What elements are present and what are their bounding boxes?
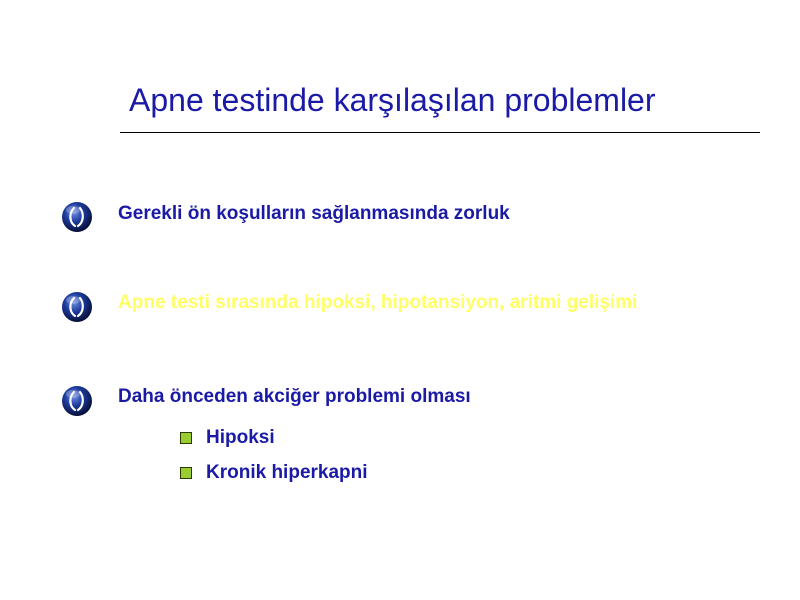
sub-item-text-1: Hipoksi [206, 427, 275, 448]
blue-swirl-orb-icon [60, 290, 94, 324]
sub-item-2 [180, 462, 368, 484]
bullet-2 [60, 290, 94, 324]
blue-swirl-orb-icon [60, 200, 94, 234]
green-square-icon [180, 432, 192, 444]
sub-item-1 [180, 427, 275, 449]
title-divider [120, 132, 760, 133]
bullet-text-2: Apne testi sırasında hipoksi, hipotansiyon, aritmi gelişimi [118, 292, 638, 313]
bullet-text-1: Gerekli ön koşulların sağlanmasında zorluk [118, 203, 510, 224]
bullet-3 [60, 384, 94, 418]
green-square-icon [180, 467, 192, 479]
sub-item-text-2: Kronik hiperkapni [206, 462, 368, 483]
slide-title: Apne testinde karşılaşılan problemler [129, 82, 656, 118]
blue-swirl-orb-icon [60, 384, 94, 418]
bullet-1 [60, 200, 94, 234]
bullet-text-3: Daha önceden akciğer problemi olması [118, 386, 471, 407]
